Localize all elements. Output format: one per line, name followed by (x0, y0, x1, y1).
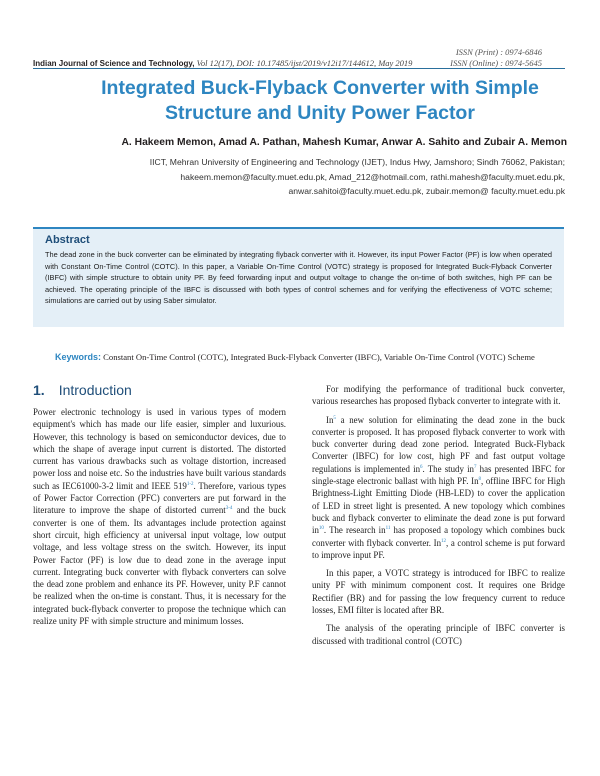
section-title: Introduction (58, 382, 132, 398)
citation-ref[interactable]: 8 (478, 477, 482, 483)
paragraph: The analysis of the operating principle of IBFC converter is discussed with traditional control (COTC) (312, 623, 565, 646)
right-column (312, 383, 565, 653)
citation-ref[interactable]: 12 (441, 538, 447, 544)
abstract-box (33, 227, 564, 327)
paragraph: In$^5$ a new solution for eliminating the dead zone in the buck converter is proposed. It has proposed flyback converter to work with buck converter during dead zone period. Integrated Buck-Flyback Converter (IBFC) for low cost, high PF and fast output voltage regulations is implemented $in^6$. The study $in^7$ has presented IBFC for single-stage electronic ballast with high PF. In$^8$, offline IBFC for High Brightness-Light Emitting Diode (HB-LED) to cover the application of LED in street light is presented. A new topology which combines buck and flyback converter to eliminate the dead zone is put forward $in^{10}$. The research $in^{11}$ has proposed a topology which combines buck converter with flyback converter. In$^{12}$, a control scheme is put forward to improve input PF. (312, 414, 566, 560)
citation-ref[interactable]: 11 (385, 526, 391, 532)
keywords-text: Constant On-Time Control (COTC), Integrated Buck-Flyback Converter (IBFC), Variable On-Time Control (VOTC) Scheme (103, 352, 535, 362)
citation-ref[interactable]: 6 (420, 464, 423, 470)
section-heading (33, 382, 283, 398)
issn-print: ISSN (Print) : 0974-6846 (455, 47, 542, 57)
citation-ref[interactable]: 3-4 (225, 506, 233, 512)
journal-name: Indian Journal of Science and Technology, (33, 59, 195, 68)
abstract-heading: Abstract (45, 234, 90, 246)
abstract-text: The dead zone in the buck converter can be eliminated by integrating flyback converter with it. However, its input Power Factor (PF) is low when operated with Constant On-Time Control (COTC). In this paper, a Variable On-Time Control (VOTC) strategy is proposed for Integrated Buck-Flyback Converter (IBFC) with simple structure to obtain unity PF. By feed forwarding input and output voltage to change the on-time of both switches, high PF can be achieved. The operating principle of the IBFC is discussed with both types of control schemes and for verifying the effectiveness of VOTC scheme; simulations are carried out by using Saber simulator. (45, 250, 552, 305)
paragraph: For modifying the performance of traditional buck converter, various researches has proposed flyback converter to integrate with it. (312, 384, 565, 407)
citation-ref[interactable]: 7 (473, 464, 477, 470)
citation-details: Vol 12(17), DOI: 10.17485/ijst/2019/v12i17/144612, May 2019 (196, 58, 413, 68)
left-column (33, 406, 286, 633)
citation-ref[interactable]: 10 (318, 526, 324, 532)
keywords (55, 351, 560, 363)
affiliation-emails: anwar.sahitoi@faculty.muet.edu.pk, zubair.memon@ faculty.muet.edu.pk (288, 186, 565, 196)
citation-ref[interactable]: 5 (333, 415, 336, 421)
author-list: A. Hakeem Memon, Amad A. Pathan, Mahesh Kumar, Anwar A. Sahito and Zubair A. Memon (121, 137, 567, 148)
keywords-label: Keywords: (55, 352, 102, 362)
issn-online: ISSN (Online) : 0974-5645 (450, 58, 542, 68)
affiliation-emails: hakeem.memon@faculty.muet.edu.pk, Amad_212@hotmail.com, rathi.mahesh@faculty.muet.edu.pk, (180, 171, 565, 182)
affiliation-line: IICT, Mehran University of Engineering and Technology (IJET), Indus Hwy, Jamshoro; Sindh 76062, Pakistan; (149, 157, 565, 167)
paragraph: In this paper, a VOTC strategy is introduced for IBFC to realize unity PF with minimum component cost. It requires one Bridge Rectifier (BR) and for passing the low frequency current to reduce losses, EMI filter is located after BR. (312, 568, 565, 616)
citation-ref[interactable]: 1-2 (186, 481, 194, 487)
affiliation (135, 155, 565, 199)
paper-title: Integrated Buck-Flyback Converter with Simple Structure and Unity Power Factor (101, 77, 539, 124)
journal-citation (33, 58, 412, 68)
header-rule (33, 68, 565, 69)
paragraph: Power electronic technology is used in various types of modern equipment's which has made our life easier, simpler and luxurious. However, this technology is based on semiconductor devices, due to which the shape of average input current is distorted. The distorted current has various drawbacks such as voltage distortion, increased power loss and noise etc. So the industries have built various standards such as IEC61000-3-2 limit and IEEE 519$^{1-2}$. Therefore, various types of Power Factor Correction (PFC) converters are put forward in the literature to improve the shape of distorted current$^{3-4}$ and the buck converter is one of them. Its advantages include protection against short circuit, high efficiency at universal input voltage, low output voltage, and less voltage stress on the switch. However, its input Power Factor (PF) is low due to dead zone in the average input current. Integrating buck converter with flyback converters can solve the dead zone problem and enhance its PF. However, unity P.F cannot be realized when the on-time is constant. Thus, it is necessary for the integrated buck-flyback converter to propose the technique which can realize unity PF with simple structure and minimum losses. (33, 407, 287, 627)
section-number: 1. (33, 382, 45, 398)
